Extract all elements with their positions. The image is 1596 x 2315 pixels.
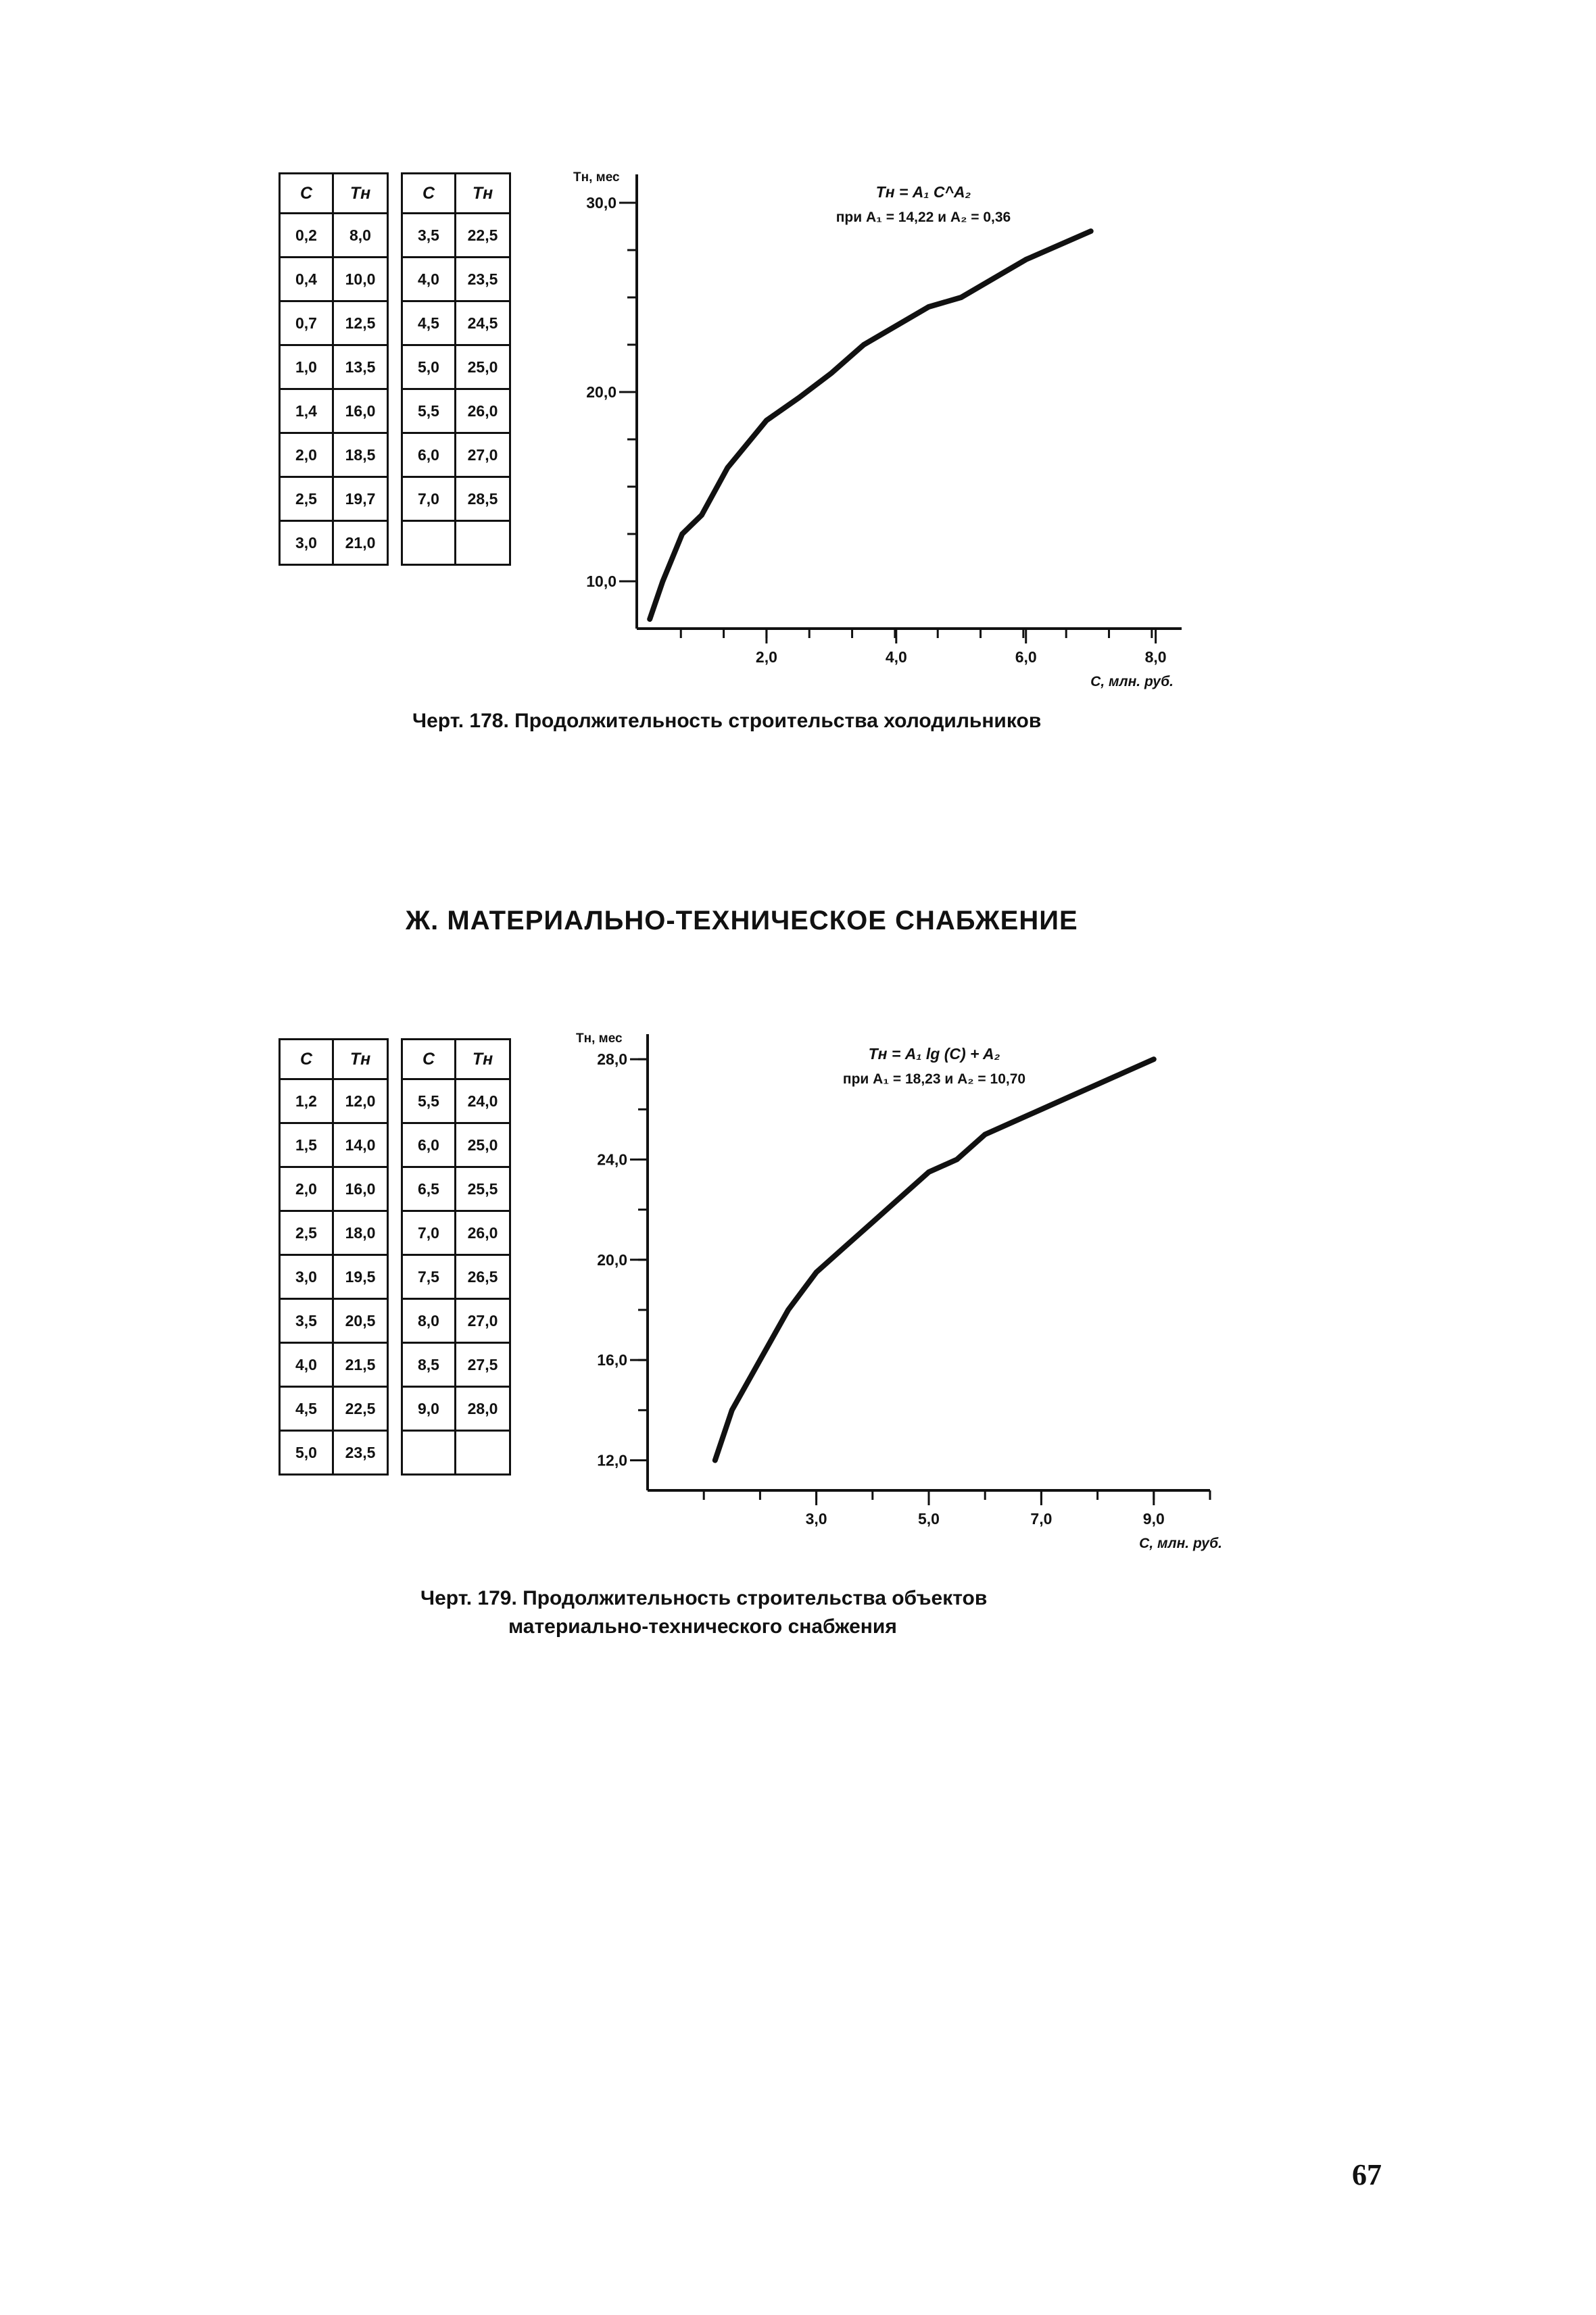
- y-axis-label: Tн, мес: [573, 170, 620, 185]
- section-heading: Ж. МАТЕРИАЛЬНО-ТЕХНИЧЕСКОЕ СНАБЖЕНИЕ: [406, 906, 1078, 935]
- cell-c: 6,0: [402, 433, 456, 477]
- table-header-tn: Tн: [333, 1040, 388, 1079]
- cell-tn: 21,5: [333, 1343, 388, 1387]
- x-tick-label: 6,0: [1015, 648, 1037, 666]
- chart-178: [0, 0, 1596, 777]
- cell-tn: 8,0: [333, 214, 388, 258]
- cell-tn: 24,0: [456, 1079, 510, 1123]
- cell-c: 2,5: [280, 477, 333, 521]
- cell-c: 2,0: [280, 433, 333, 477]
- y-tick-label: 24,0: [597, 1150, 627, 1169]
- x-tick-label: 5,0: [918, 1510, 940, 1528]
- cell-c: 1,4: [280, 389, 333, 433]
- cell-c: 5,5: [402, 1079, 456, 1123]
- cell-c: 3,5: [402, 214, 456, 258]
- y-tick-label: 12,0: [597, 1451, 627, 1469]
- y-axis-label: Tн, мес: [576, 1031, 623, 1046]
- cell-c: 8,0: [402, 1299, 456, 1343]
- chart-178-caption: Черт. 178. Продолжительность строительства холодильников: [412, 710, 1042, 732]
- formula-line-2: при A₁ = 14,22 и A₂ = 0,36: [836, 210, 1011, 225]
- chart-179-caption-line-1: Черт. 179. Продолжительность строительства объектов: [420, 1587, 988, 1609]
- x-tick-label: 9,0: [1142, 1510, 1165, 1528]
- cell-tn: 25,0: [456, 345, 510, 389]
- table-header-tn: Tн: [333, 174, 388, 214]
- cell-tn: 18,5: [333, 433, 388, 477]
- formula-line-1: Tн = A₁ C^A₂: [875, 183, 971, 201]
- cell-tn: 27,0: [456, 433, 510, 477]
- cell-tn: 25,0: [456, 1123, 510, 1167]
- cell-tn: 26,0: [456, 389, 510, 433]
- formula-line-1: Tн = A₁ lg (C) + A₂: [868, 1045, 1000, 1063]
- cell-tn: 26,5: [456, 1255, 510, 1299]
- x-tick-label: 4,0: [885, 648, 907, 666]
- data-curve: [715, 1059, 1154, 1460]
- x-tick-label: 8,0: [1144, 648, 1167, 666]
- cell-tn: 10,0: [333, 258, 388, 301]
- cell-c: 1,5: [280, 1123, 333, 1167]
- cell-tn: 28,5: [456, 477, 510, 521]
- cell-tn: 25,5: [456, 1167, 510, 1211]
- cell-tn: 12,0: [333, 1079, 388, 1123]
- cell-tn: 13,5: [333, 345, 388, 389]
- cell-tn: 16,0: [333, 389, 388, 433]
- x-tick-label: 3,0: [805, 1510, 827, 1528]
- table-header-c: C: [402, 1040, 456, 1079]
- cell-c: 6,5: [402, 1167, 456, 1211]
- cell-c: 3,5: [280, 1299, 333, 1343]
- chart-179-caption-line-2: материально-технического снабжения: [508, 1615, 897, 1638]
- cell-tn: 22,5: [333, 1387, 388, 1431]
- x-axis-label: C, млн. руб.: [1139, 1536, 1222, 1551]
- cell-c: 4,0: [280, 1343, 333, 1387]
- page-number: 67: [1352, 2158, 1382, 2191]
- data-curve: [650, 231, 1090, 619]
- cell-c: 7,0: [402, 1211, 456, 1255]
- cell-tn: 28,0: [456, 1387, 510, 1431]
- cell-tn: 19,5: [333, 1255, 388, 1299]
- cell-tn: 24,5: [456, 301, 510, 345]
- y-tick-label: 28,0: [597, 1050, 627, 1069]
- table-header-tn: Tн: [456, 174, 510, 214]
- cell-c: 4,5: [402, 301, 456, 345]
- cell-c: 3,0: [280, 1255, 333, 1299]
- cell-c: 5,5: [402, 389, 456, 433]
- cell-c: 7,0: [402, 477, 456, 521]
- cell-c: 7,5: [402, 1255, 456, 1299]
- cell-c: 5,0: [280, 1431, 333, 1475]
- cell-c: 0,4: [280, 258, 333, 301]
- cell-tn: 20,5: [333, 1299, 388, 1343]
- cell-c: 2,5: [280, 1211, 333, 1255]
- table-header-c: C: [402, 174, 456, 214]
- cell-tn: 22,5: [456, 214, 510, 258]
- cell-c: 2,0: [280, 1167, 333, 1211]
- cell-tn: 23,5: [333, 1431, 388, 1475]
- y-tick-label: 20,0: [597, 1250, 627, 1269]
- chart-179: [0, 980, 1596, 1575]
- table-header-tn: Tн: [456, 1040, 510, 1079]
- formula-line-2: при A₁ = 18,23 и A₂ = 10,70: [842, 1071, 1026, 1087]
- cell-c: 8,5: [402, 1343, 456, 1387]
- x-axis-label: C, млн. руб.: [1090, 674, 1174, 689]
- cell-c: 0,2: [280, 214, 333, 258]
- cell-tn: 18,0: [333, 1211, 388, 1255]
- cell-c: 9,0: [402, 1387, 456, 1431]
- cell-tn: 27,5: [456, 1343, 510, 1387]
- table-header-c: C: [280, 174, 333, 214]
- cell-tn: 26,0: [456, 1211, 510, 1255]
- cell-c: 4,5: [280, 1387, 333, 1431]
- cell-c: 0,7: [280, 301, 333, 345]
- cell-c: 5,0: [402, 345, 456, 389]
- cell-tn: 16,0: [333, 1167, 388, 1211]
- cell-tn: 19,7: [333, 477, 388, 521]
- cell-c: 3,0: [280, 521, 333, 565]
- table-header-c: C: [280, 1040, 333, 1079]
- cell-c: 4,0: [402, 258, 456, 301]
- cell-tn: 12,5: [333, 301, 388, 345]
- y-tick-label: 16,0: [597, 1351, 627, 1369]
- cell-c: 1,0: [280, 345, 333, 389]
- y-tick-label: 30,0: [586, 194, 616, 212]
- cell-tn: 21,0: [333, 521, 388, 565]
- cell-c: 1,2: [280, 1079, 333, 1123]
- cell-c: 6,0: [402, 1123, 456, 1167]
- cell-tn: 23,5: [456, 258, 510, 301]
- y-tick-label: 20,0: [586, 383, 616, 401]
- y-tick-label: 10,0: [586, 572, 616, 590]
- cell-tn: 27,0: [456, 1299, 510, 1343]
- x-tick-label: 7,0: [1030, 1510, 1053, 1528]
- x-tick-label: 2,0: [755, 648, 777, 666]
- cell-tn: 14,0: [333, 1123, 388, 1167]
